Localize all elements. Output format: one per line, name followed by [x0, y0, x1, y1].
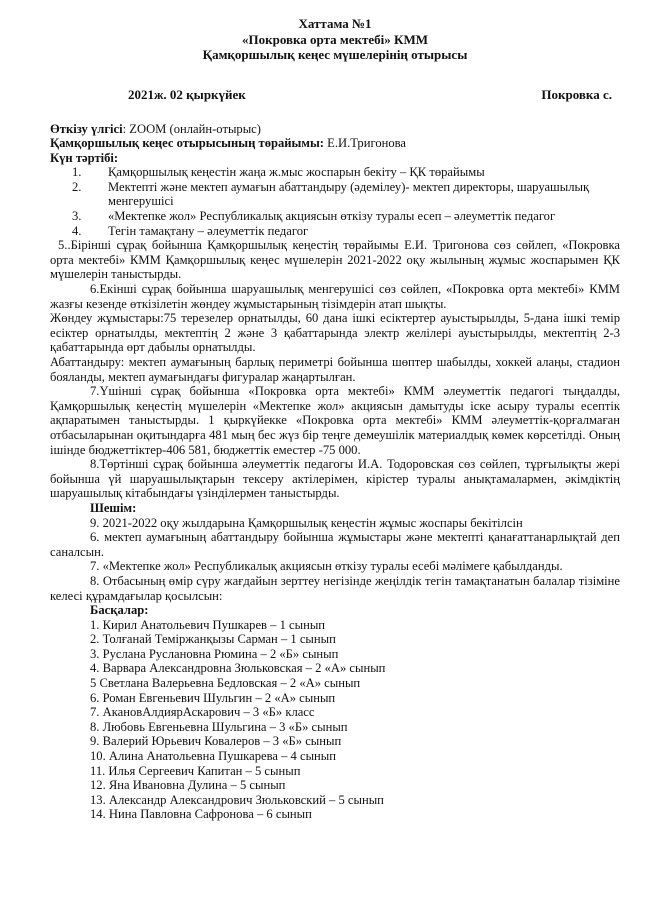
first-question-paragraph: 5..Бірінші сұрақ бойынша Қамқоршылық кеңестің төрайымы Е.И. Тригонова сөз сөйлеп, «Покровка орта мектебі» КММ Қамқоршылық кеңес мүшелерін 2021-2022 оқу жылының жұмыс жоспарымен ҚК мүшелерін таныстырды.	[50, 238, 620, 282]
agenda-item-text: Қамқоршылық кеңестін жаңа ж.мыс жоспарын бекіту – ҚК төрайымы	[108, 165, 485, 180]
students-list	[50, 618, 620, 822]
decision-item: 8. Отбасының өмір сүру жағдайын зерттеу негізінде жеңілдік тегін тамақтанатын балалар тізіміне келесі құрамдағылар қосылсын:	[50, 573, 620, 603]
repair-works-paragraph: Жөндеу жұмыстары:75 терезелер орнатылды, 60 дана ішкі есіктертер ауыстырылды, 5-дана ішкі темір есіктер орнатылды, мектептің 2 және 3 қабаттарында электр желілері ауыстырылды, мектептің 2-3 қабаттарында өрт дабылы орнатылды.	[50, 311, 620, 355]
student-item: 9. Валерий Юрьевич Ковалеров – 3 «Б» сынып	[90, 734, 342, 749]
agenda-item-text: Тегін тамақтану – әлеуметтік педагог	[108, 223, 309, 238]
protocol-number: Хаттама №1	[298, 16, 372, 31]
student-item: 11. Илья Сергеевич Капитан – 5 сынып	[90, 763, 301, 778]
chair-value: Е.И.Тригонова	[323, 136, 407, 151]
student-item: 3. Руслана Руслановна Рюмина – 2 «Б» сынып	[90, 646, 339, 661]
third-question-paragraph: 7.Үшінші сұрақ бойынша «Покровка орта мектебі» КММ әлеуметтік педагогі тыңдалды, Қамқоршылық кеңестің мүшелерін «Мектепке жол» акциясын дамытуды іске асыру туралы есептік ақпаратымен таныстырды. 1 қыркүйекке «Покровка орта мектебі» КММ әлеуметтік-қорғалмаған отбасыларынан оқитындарға 481 мың бес жүз бір теңге демеушілік материалдық көмек көрсетілді. Оның ішінде бюджеттіктер-406 581, бюджеттік еместер -75 000.	[50, 384, 620, 457]
student-item: 14. Нина Павловна Сафронова – 6 сынып	[90, 807, 312, 822]
school-name: «Покровка орта мектебі» КММ	[241, 31, 429, 47]
meeting-format	[50, 122, 620, 137]
decision-item: 7. «Мектепке жол» Республикалық акциясын өткізу туралы есебі мәлімеге қабылданды.	[90, 559, 563, 574]
student-item: 4. Варвара Александровна Зюльковская – 2 «А» сынып	[90, 661, 386, 676]
decision-heading: Шешім:	[90, 500, 137, 515]
agenda-item	[50, 209, 620, 224]
student-item: 7. АкановАлдиярАскарович – 3 «Б» класс	[90, 705, 315, 720]
agenda-item	[50, 165, 620, 180]
agenda-item-number: 1.	[72, 165, 82, 180]
fourth-question-paragraph: 8.Төртінші сұрақ бойынша әлеуметтік педагогы И.А. Тодоровская сөз сөйлеп, тұрғылықты жері бойынша үй шаруашылықтарын тексеру актілерімен, кірістер туралы анықтамалармен, әкімдіктің шаруашылық кітабындағы үзінділермен таныстырды.	[50, 457, 620, 501]
decision-item: 6. мектеп аумағының абаттандыру бойынша жұмыстары және мектепті қанағаттанарлықтай деп саналсын.	[50, 530, 620, 559]
agenda-item-number: 3.	[72, 209, 82, 224]
second-question-paragraph: 6.Екінші сұрақ бойынша шаруашылық менгерушісі сөз сөйлеп, «Покровка орта мектебі» КММ жазғы кезенде өткізілетін жөндеу жұмыстарының тізімдерін атап шықты.	[50, 282, 620, 311]
meeting-place: Покровка с.	[541, 86, 612, 102]
meeting-title: Қамқоршылық кеңес мүшелерінің отырысы	[202, 47, 468, 62]
others-heading: Басқалар:	[90, 603, 149, 618]
student-item: 6. Роман Евгеньевич Шульгин – 2 «А» сынып	[90, 690, 336, 705]
meeting-date: 2021ж. 02 қыркүйек	[128, 86, 246, 102]
student-item: 5 Светлана Валерьевна Бедловская – 2 «А» сынып	[90, 676, 361, 691]
student-item: 12. Яна Ивановна Дулина – 5 сынып	[90, 778, 286, 793]
agenda-item-number: 4.	[72, 223, 82, 238]
decision-item: 9. 2021-2022 оқу жылдарына Қамқоршылық кеңестін жұмыс жоспары бекітілсін	[90, 515, 523, 530]
landscaping-paragraph: Абаттандыру: мектеп аумағының барлық периметрі бойынша шөптер шабылды, хоккей алаңы, стадион бояланды, мектеп аумағындағы фигуралар жаңартылған.	[50, 355, 620, 384]
format-value: : ZOOM (онлайн-отырыс)	[122, 121, 261, 136]
protocol-document	[50, 16, 620, 822]
agenda-item	[50, 180, 620, 209]
agenda-heading: Күн тәртібі:	[50, 150, 119, 165]
agenda-item-text: Мектепті және мектеп аумағын абаттандыру (әдемілеу)- мектеп директоры, шаруашылық менгерушісі	[108, 179, 590, 209]
format-label: Өткізу үлгісі	[50, 121, 123, 136]
agenda-item-number: 2.	[72, 179, 82, 194]
agenda-list	[50, 165, 620, 238]
agenda-item	[50, 224, 620, 239]
student-item: 8. Любовь Евгеньевна Шульгина – 3 «Б» сынып	[90, 719, 348, 734]
student-item: 2. Толғанай Теміржанқызы Сарман – 1 сынып	[90, 632, 336, 647]
student-item: 10. Алина Анатольевна Пушкарева – 4 сынып	[90, 749, 336, 764]
meeting-chair	[50, 136, 620, 151]
student-item: 13. Александр Александрович Зюльковский – 5 сынып	[90, 792, 384, 807]
agenda-item-text: «Мектепке жол» Республикалық акциясын өткізу туралы есеп – әлеуметтік педагог	[108, 209, 556, 224]
date-place-line	[50, 88, 620, 103]
student-item: 1. Кирил Анатольевич Пушкарев – 1 сынып	[90, 617, 326, 632]
chair-label: Қамқоршылық кеңес отырысының төрайымы:	[50, 136, 324, 151]
